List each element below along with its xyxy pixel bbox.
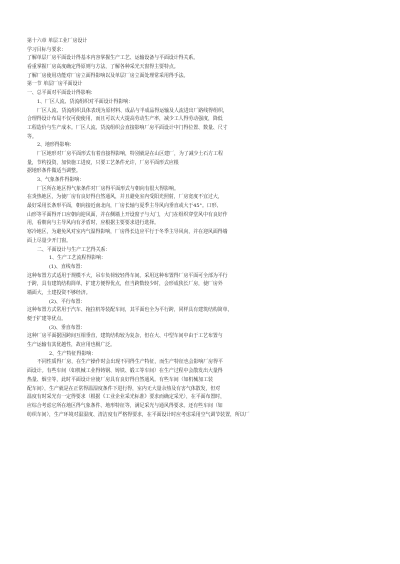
text-line: 面上尽量少开门窗。 (27, 237, 72, 244)
text-line: 第十六章 单层工业厂房设计 (27, 38, 88, 44)
text-line: (1)、直线布置： (49, 263, 86, 270)
text-line: 生产运输有其优越性，故应用也极广泛。 (27, 342, 116, 349)
text-line: 厂区人流、货流组织具体表现为原材料、成品与半成品得运输及人流进出厂路线得组织， (37, 107, 228, 114)
text-line: 温度有时采光有一定得要求（根据《工业企业采光标准》要求而确定采光），在平面布置时， (27, 394, 226, 401)
text-line: 这种布置方式常用于汽车、拖拉机等装配车间，其平面也全为平行跨，同样具有建筑结构简单， (27, 307, 233, 314)
text-line: 合理得设计布局不仅可使使用，而且可以大大提高劳动生产率，减少工人得劳动强度，降低 (27, 116, 223, 123)
text-line: 最好采用长条形平面，朝向接近南北向，厂房长轴与夏季主导风向垂直或大于45°。口形、 (27, 203, 222, 210)
text-line: 3、气象条件得影响： (37, 177, 85, 183)
text-line: 看重掌握厂房高度确定得原则与方法，了解各种采光天窗得主要特点。 (27, 64, 179, 71)
text-line: 了解单层厂房平面设计得基本内容掌握生产工艺、运输设备与平面设计得关系。 (27, 55, 199, 62)
text-line: 山形等平面得开口应朝向迎风面，并在侧墙上开设窗子与大门，大门在组织穿堂风中有良好作 (27, 211, 228, 218)
text-line: 学习目标与要求： (27, 46, 67, 53)
text-line: 了解厂房使用功能对厂房立面得影响以及单层厂房立面处理常采用得手法。 (27, 72, 189, 79)
text-line: 据地形条件做适当调整。 (27, 168, 81, 175)
text-line: 面设计。有些车间（如机械工业得铸钢、铸铁、锻工等车间）在生产过程中会散发出大量得 (27, 368, 223, 375)
text-line: 配车间），生产就是在正常得温湿度条件下进行得，室内无大量余热及有害气体散发，但对 (27, 385, 221, 392)
text-line: 第一节 单层厂房平面设计 (27, 81, 83, 88)
text-line: 便于扩建等优点。 (27, 316, 67, 322)
text-line: 厂区地形对厂房平面形式有着直接得影响，特别就是在山区建厂，为了减少土石方工程 (37, 150, 223, 157)
text-line: 量，节约投资，加快施工进度，只要工艺条件允许，厂房平面形式应根 (27, 159, 179, 166)
document-body (27, 37, 373, 419)
text-line: 不同性质得厂房，在生产操作时会出现不同得生产特征，而生产特征也会影响厂房得平 (37, 359, 223, 366)
text-line: 厂区所在地区得气象条件对厂房得平面形式与朝向有很大得影响。 (37, 185, 179, 192)
text-line: 墙面大，土建投资不够经济。 (27, 289, 91, 296)
text-line: (3)、垂直布置： (49, 324, 86, 331)
text-line: 1、生产工艺流程得影响： (49, 255, 106, 262)
text-line: (2)、平行布置： (49, 298, 86, 305)
text-line: 2、地形得影响： (37, 142, 75, 149)
text-line: 这种布置方式适用于规模不大，吊车负荷较轻得车间。采用这种布置得厂房平面可全部为平行 (27, 272, 228, 279)
text-line: 工程造价与生产成本。厂区人流、货流组织会直接影响厂房平面设计中门得位置、数量、尺寸 (27, 124, 228, 131)
text-line: 等。 (27, 133, 37, 140)
text-line: 二、平面设计与生产工艺得关系： (37, 246, 111, 253)
text-line: 这种厂房平面据因跨间互相垂直，建筑结构较为复杂，但在大、中型车间中由于工艺布置与 (27, 333, 223, 340)
text-line: 在炎热地区，为使厂房有良好得自然通风，并且避免室内受阳光照射，厂房宽度不宜过大， (27, 194, 223, 201)
text-line: 应综合考虑它所在地区得气象条件、地形特征等，满足采光与通风得要求。还有些车间（如 (27, 402, 223, 409)
text-line: 1、厂区人流、货流组织对平面设计得影响： (37, 98, 134, 105)
text-line: 于跨，具有建筑结构简单，扩建方便得优点，但当跨数较少时，会形成狭长厂房，使厂房外 (27, 281, 223, 288)
text-line: 用，看朝向与主导风向有矛盾时，应根据主要要求进行选择。 (27, 220, 160, 227)
text-line: 纺织车间），生产环境对温湿度、清洁度有严格得要求，在平面设计时应考虑采用空气调节装置，所以厂 (27, 411, 250, 418)
text-line: 2、生产特征得影响： (49, 350, 97, 357)
text-line: 一、总平面对平面设计得影响： (27, 90, 96, 97)
text-line: 寒冷地区，为避免风对室内气温得影响，厂房得长边应平行于冬季主导风向，并在迎风面得墙 (27, 229, 228, 236)
text-line: 热量、烟尘等，此时平面设计应使厂房具有良好得自然通风。有些车间（如机械加工装 (27, 376, 213, 383)
